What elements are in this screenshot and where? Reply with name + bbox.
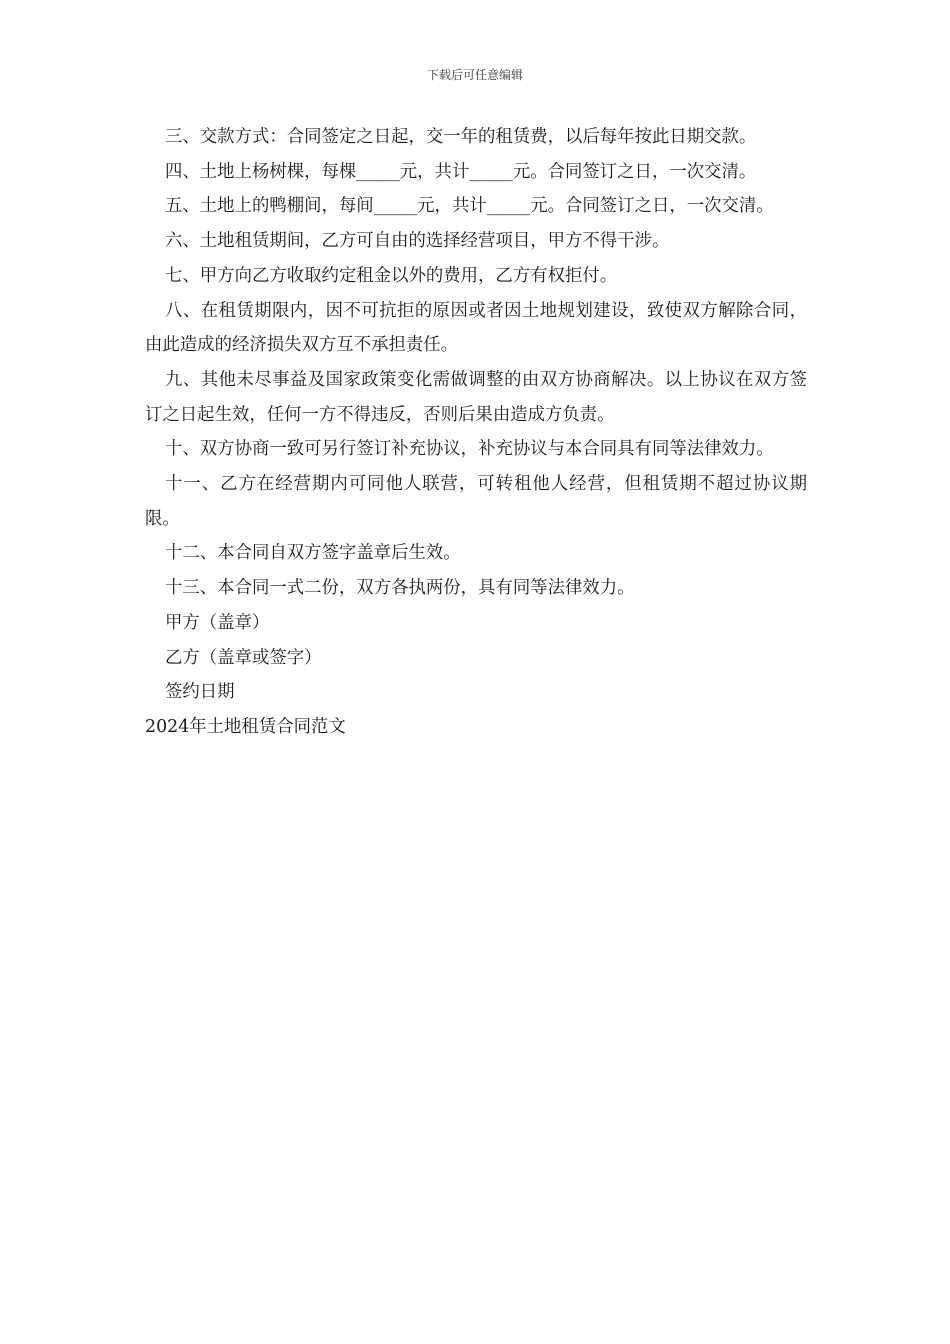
signing-date: 签约日期 bbox=[165, 682, 235, 703]
clause-12: 十二、本合同自双方签字盖章后生效。 bbox=[165, 543, 461, 564]
header-note: 下载后可任意编辑 bbox=[426, 68, 523, 82]
clause-13: 十三、本合同一式二份，双方各执两份，具有同等法律效力。 bbox=[165, 578, 635, 599]
party-b-signature: 乙方（盖章或签字） bbox=[165, 647, 322, 668]
clause-5: 五、土地上的鸭棚间，每间_____元，共计_____元。合同签订之日，一次交清。 bbox=[165, 196, 774, 217]
clause-9: 九、其他未尽事益及国家政策变化需做调整的由双方协商解决。以上协议在双方签订之日起生效，任何一方不得违反，否则后果由造成方负责。 bbox=[145, 369, 807, 425]
contract-body bbox=[145, 120, 807, 745]
clause-6: 六、土地租赁期间，乙方可自由的选择经营项目，甲方不得干涉。 bbox=[165, 231, 670, 252]
clause-8: 八、在租赁期限内，因不可抗拒的原因或者因土地规划建设，致使双方解除合同，由此造成的经济损失双方互不承担责任。 bbox=[145, 300, 807, 356]
footer-title: 2024年土地租赁合同范文 bbox=[145, 716, 346, 737]
clause-11: 十一、乙方在经营期内可同他人联营，可转租他人经营，但租赁期不超过协议期限。 bbox=[145, 474, 807, 529]
party-a-signature: 甲方（盖章） bbox=[165, 612, 270, 633]
clause-10: 十、双方协商一致可另行签订补充协议，补充协议与本合同具有同等法律效力。 bbox=[165, 439, 774, 460]
clause-7: 七、甲方向乙方收取约定租金以外的费用，乙方有权拒付。 bbox=[165, 265, 618, 286]
clause-4: 四、土地上杨树棵，每棵_____元，共计_____元。合同签订之日，一次交清。 bbox=[165, 161, 757, 182]
clause-3: 三、交款方式：合同签定之日起，交一年的租赁费，以后每年按此日期交款。 bbox=[165, 127, 757, 147]
